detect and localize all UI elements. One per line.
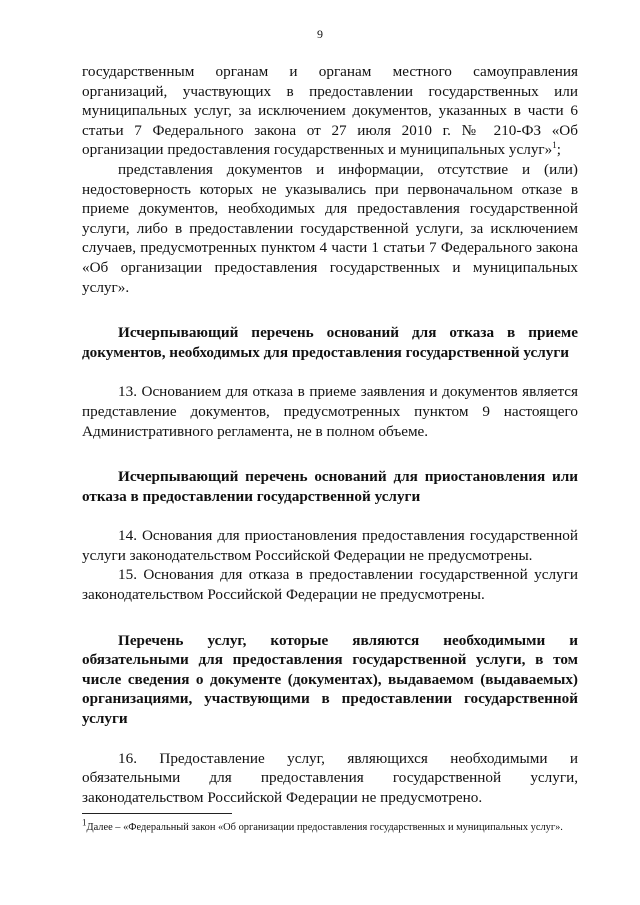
section-heading: Исчерпывающий перечень оснований для отказа в приеме документов, необходимых для предоставления государственной услуги	[82, 324, 578, 361]
paragraph: представления документов и информации, отсутствие и (или) недостоверность которых не указывались при первоначальном отказе в приеме документов, необходимых для предоставления государственной услуги, либо в предоставлении государственной услуги, за исключением случаев, предусмотренных пунктом 4 части 1 статьи 7 Федерального закона «Об организации предоставления государственных и муниципальных услуг».	[82, 160, 578, 296]
footnote	[82, 817, 578, 835]
footnote-reference: 1	[552, 140, 557, 151]
section-item: 13. Основанием для отказа в приеме заявления и документов является представление документов, предусмотренных пунктом 9 настоящего Административного регламента, не в полном объеме.	[82, 383, 578, 440]
section-item: 14. Основания для приостановления предоставления государственной услуги законодательством Российской Федерации не предусмотрены.	[82, 527, 578, 564]
paragraph-text: государственным органам и органам местного самоуправления организаций, участвующих в предоставлении государственных или муниципальных услуг, за исключением документов, указанных в части 6 статьи 7 Федерального закона от 27 июля 2010 г. № 210-ФЗ «Об организации предоставления государственных и муниципальных услуг»	[82, 63, 578, 159]
document-body	[82, 62, 578, 807]
section-item: 16. Предоставление услуг, являющихся необходимыми и обязательными для предоставления государственной услуги, законодательством Российской Федерации не предусмотрено.	[82, 749, 578, 806]
section-heading: Перечень услуг, которые являются необходимыми и обязательными для предоставления государственной услуги, в том числе сведения о документе (документах), выдаваемом (выдаваемых) организациями, участвующими в предоставлении государственной услуги	[82, 631, 578, 728]
paragraph-continued	[82, 62, 578, 160]
footnote-text: Далее – «Федеральный закон «Об организации предоставления государственных и муниципальных услуг».	[86, 822, 563, 833]
footnote-divider	[82, 813, 232, 814]
section-item: 15. Основания для отказа в предоставлении государственной услуги законодательством Российской Федерации не предусмотрены.	[82, 566, 578, 604]
page-number: 9	[317, 27, 323, 41]
section-heading: Исчерпывающий перечень оснований для приостановления или отказа в предоставлении государственной услуги	[82, 468, 578, 505]
paragraph-tail: ;	[556, 141, 561, 159]
footnote-mark: 1	[82, 817, 87, 828]
